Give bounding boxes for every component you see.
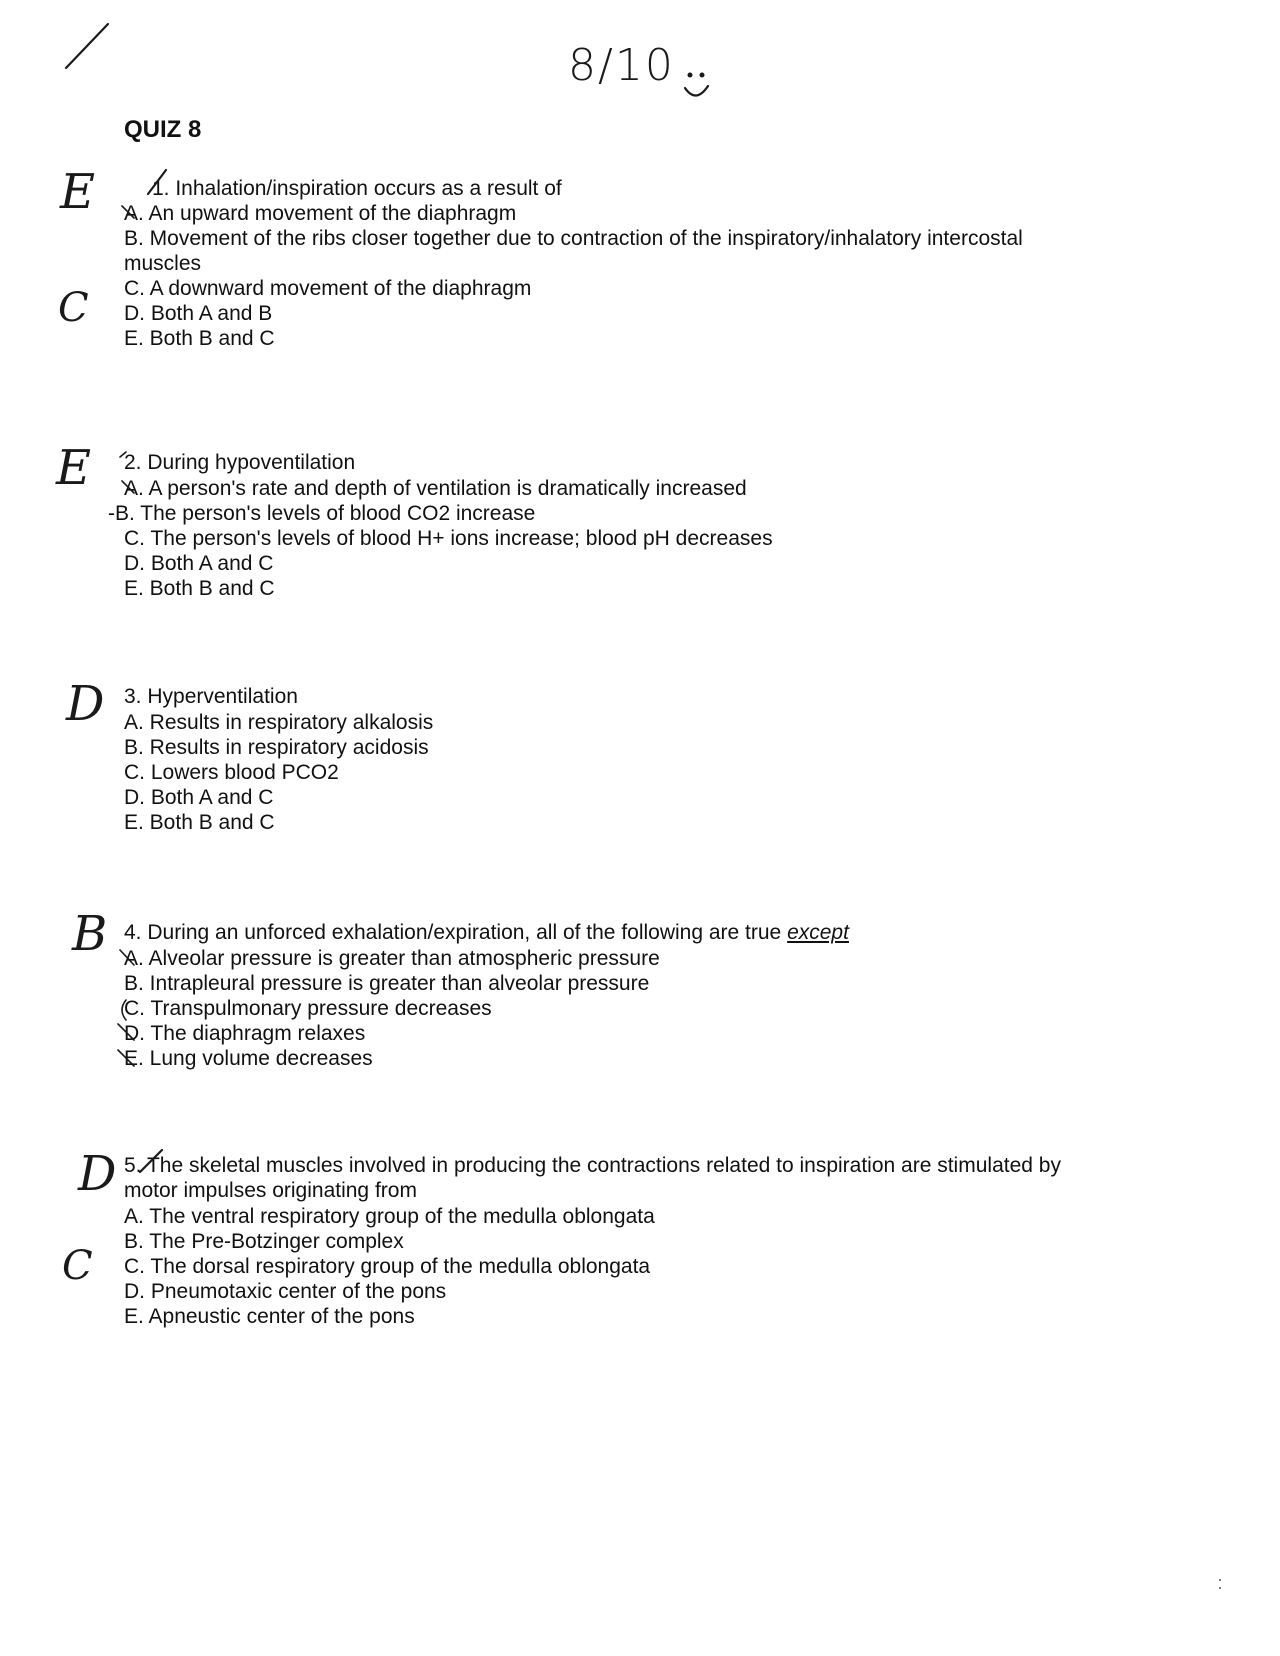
question-3-option-a: A. Results in respiratory alkalosis [124,711,434,734]
question-1-option-b: B. Movement of the ribs closer together due to contraction of the inspiratory/inhalatory intercostal [124,227,1023,250]
question-4-option-b: B. Intrapleural pressure is greater than alveolar pressure [124,972,650,995]
question-3-option-d: D. Both A and C [124,786,274,809]
question-4-stem-text: 4. During an unforced exhalation/expiration, all of the following are true [124,921,788,944]
question-5-stem-line-2: motor impulses originating from [124,1179,417,1202]
handwritten-answer-q2: E [56,440,92,496]
question-1-option-e: E. Both B and C [124,327,275,350]
scan-speck-icon [1219,1587,1221,1589]
question-2-option-b: -B. The person's levels of blood CO2 increase [108,502,536,525]
question-1-stem: 1. Inhalation/inspiration occurs as a result of [152,177,562,200]
question-4-option-e: E. Lung volume decreases [124,1047,373,1070]
question-5-option-a: A. The ventral respiratory group of the medulla oblongata [124,1205,655,1228]
slash-mark-icon [66,24,108,68]
question-3-option-b: B. Results in respiratory acidosis [124,736,429,759]
smiley-face-icon [685,73,708,96]
scan-speck-icon [1219,1579,1221,1581]
question-1-option-b-cont: muscles [124,252,202,275]
handwritten-answer-q5: D [78,1146,117,1202]
handwritten-answer-q4: B [72,906,108,962]
question-3-stem: 3. Hyperventilation [124,685,298,708]
question-4-stem-except: except [787,921,849,944]
question-5-option-d: D. Pneumotaxic center of the pons [124,1280,447,1303]
question-1-option-d: D. Both A and B [124,302,273,325]
question-4-option-c: C. Transpulmonary pressure decreases [124,997,492,1020]
question-4-option-a: A. Alveolar pressure is greater than atmospheric pressure [124,947,660,970]
handwritten-correction-q5: C [62,1243,93,1289]
question-1-option-c: C. A downward movement of the diaphragm [124,277,532,300]
question-1-option-a: A. An upward movement of the diaphragm [124,202,517,225]
quiz-title: QUIZ 8 [124,116,202,143]
question-4-option-d: D. The diaphragm relaxes [124,1022,366,1045]
question-2-option-e: E. Both B and C [124,577,275,600]
handwritten-answer-q3: D [66,676,105,732]
question-5-option-b: B. The Pre-Botzinger complex [124,1230,404,1253]
question-5-stem-line-1: 5. The skeletal muscles involved in producing the contractions related to inspiration are stimulated by [124,1154,1061,1177]
handwritten-answer-q1: E [60,164,96,220]
question-2-option-d: D. Both A and C [124,552,274,575]
question-2-option-a: A. A person's rate and depth of ventilation is dramatically increased [124,477,747,500]
question-2-option-c: C. The person's levels of blood H+ ions increase; blood pH decreases [124,527,773,550]
question-5-option-c: C. The dorsal respiratory group of the medulla oblongata [124,1255,651,1278]
question-3-option-e: E. Both B and C [124,811,275,834]
handwritten-score: 8/10 [568,40,675,91]
handwritten-correction-q1: C [58,285,89,331]
question-5-option-e: E. Apneustic center of the pons [124,1305,415,1328]
question-2-stem: 2. During hypoventilation [124,451,356,474]
question-3-option-c: C. Lowers blood PCO2 [124,761,339,784]
question-4-stem [124,920,849,945]
